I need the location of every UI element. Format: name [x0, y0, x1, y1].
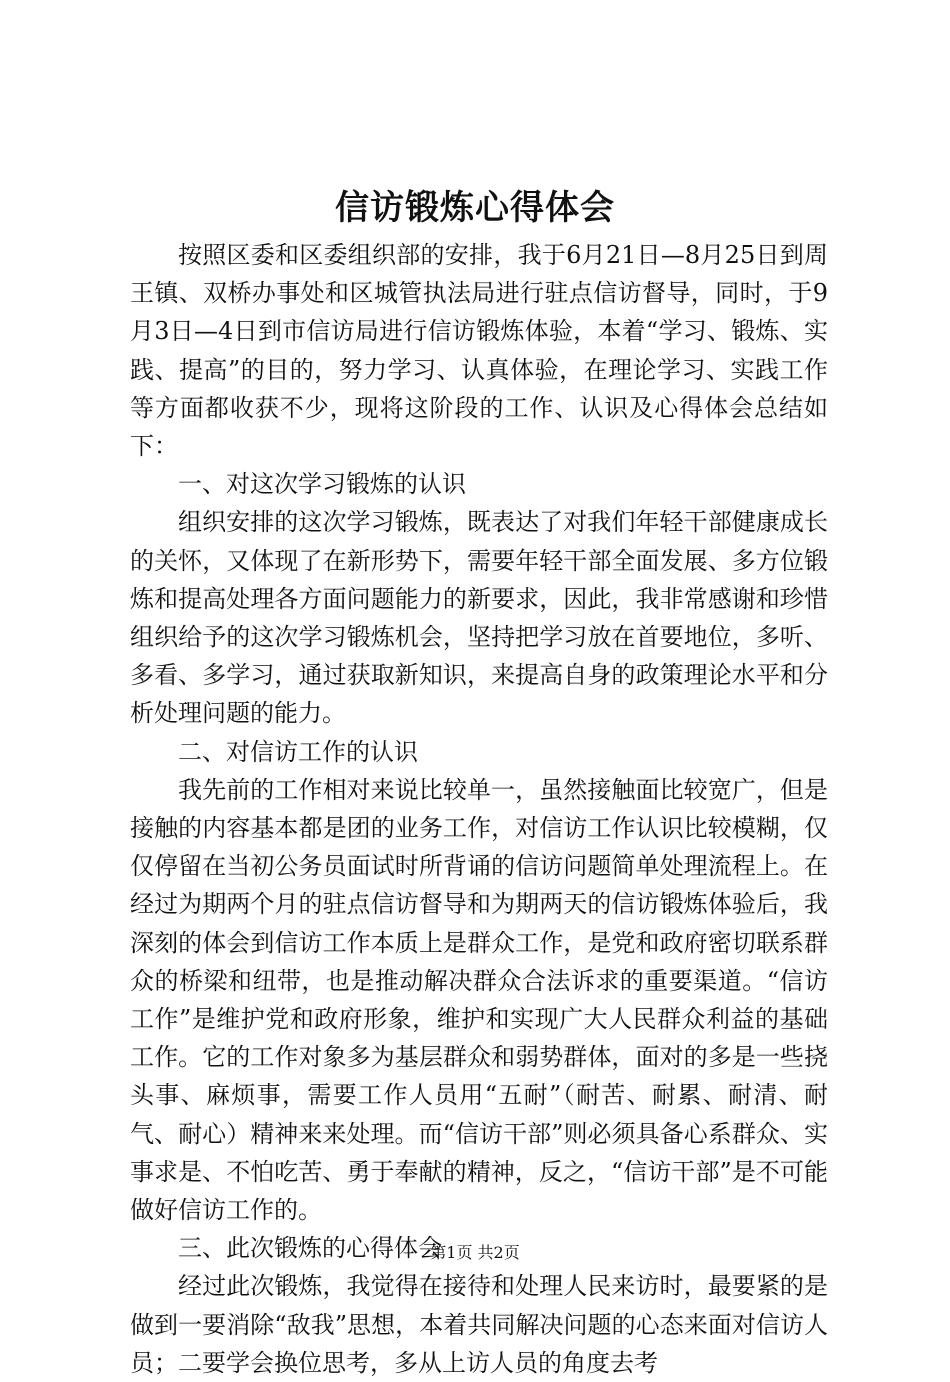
page-number-footer: 第1页 共2页 [430, 1243, 520, 1262]
document-body [130, 236, 828, 1382]
document-title: 信访锻炼心得体会 [335, 188, 615, 228]
paragraph-section-2: 我先前的工作相对来说比较单一，虽然接触面比较宽广，但是接触的内容基本都是团的业务工作，对信访工作认识比较模糊，仅仅停留在当初公务员面试时所背诵的信访问题简单处理流程上。在经过为期两个月的驻点信访督导和为期两天的信访锻炼体验后，我深刻的体会到信访工作本质上是群众工作，是党和政府密切联系群众的桥梁和纽带，也是推动解决群众合法诉求的重要渠道。“信访工作”是维护党和政府形象，维护和实现广大人民群众利益的基础工作。它的工作对象多为基层群众和弱势群体，面对的多是一些挠头事、麻烦事，需要工作人员用“五耐”（耐苦、耐累、耐清、耐气、耐心）精神来来处理。而“信访干部”则必须具备心系群众、实事求是、不怕吃苦、勇于奉献的精神，反之，“信访干部”是不可能做好信访工作的。 [130, 775, 828, 1225]
paragraph-section-1: 组织安排的这次学习锻炼，既表达了对我们年轻干部健康成长的关怀，又体现了在新形势下，需要年轻干部全面发展、多方位锻炼和提高处理各方面问题能力的新要求，因此，我非常感谢和珍惜组织给予的这次学习锻炼机会，坚持把学习放在首要地位，多听、多看、多学习，通过获取新知识，来提高自身的政策理论水平和分析处理问题的能力。 [130, 508, 828, 728]
paragraph-intro: 按照区委和区委组织部的安排，我于6月21日—8月25日到周王镇、双桥办事处和区城管执法局进行驻点信访督导，同时，于9月3日—4日到市信访局进行信访锻炼体验，本着“学习、锻炼、实践、提高”的目的，努力学习、认真体验，在理论学习、实践工作等方面都收获不少，现将这阶段的工作、认识及心得体会总结如下： [130, 241, 828, 461]
section-heading-1: 一、对这次学习锻炼的认识 [178, 470, 466, 499]
section-heading-3: 三、此次锻炼的心得体会 [178, 1234, 442, 1263]
paragraph-section-3: 经过此次锻炼，我觉得在接待和处理人民来访时，最要紧的是做到一要消除“敌我”思想，本着共同解决问题的心态来面对信访人员；二要学会换位思考，多从上访人员的角度去考 [130, 1272, 828, 1377]
section-heading-2: 二、对信访工作的认识 [178, 737, 418, 766]
